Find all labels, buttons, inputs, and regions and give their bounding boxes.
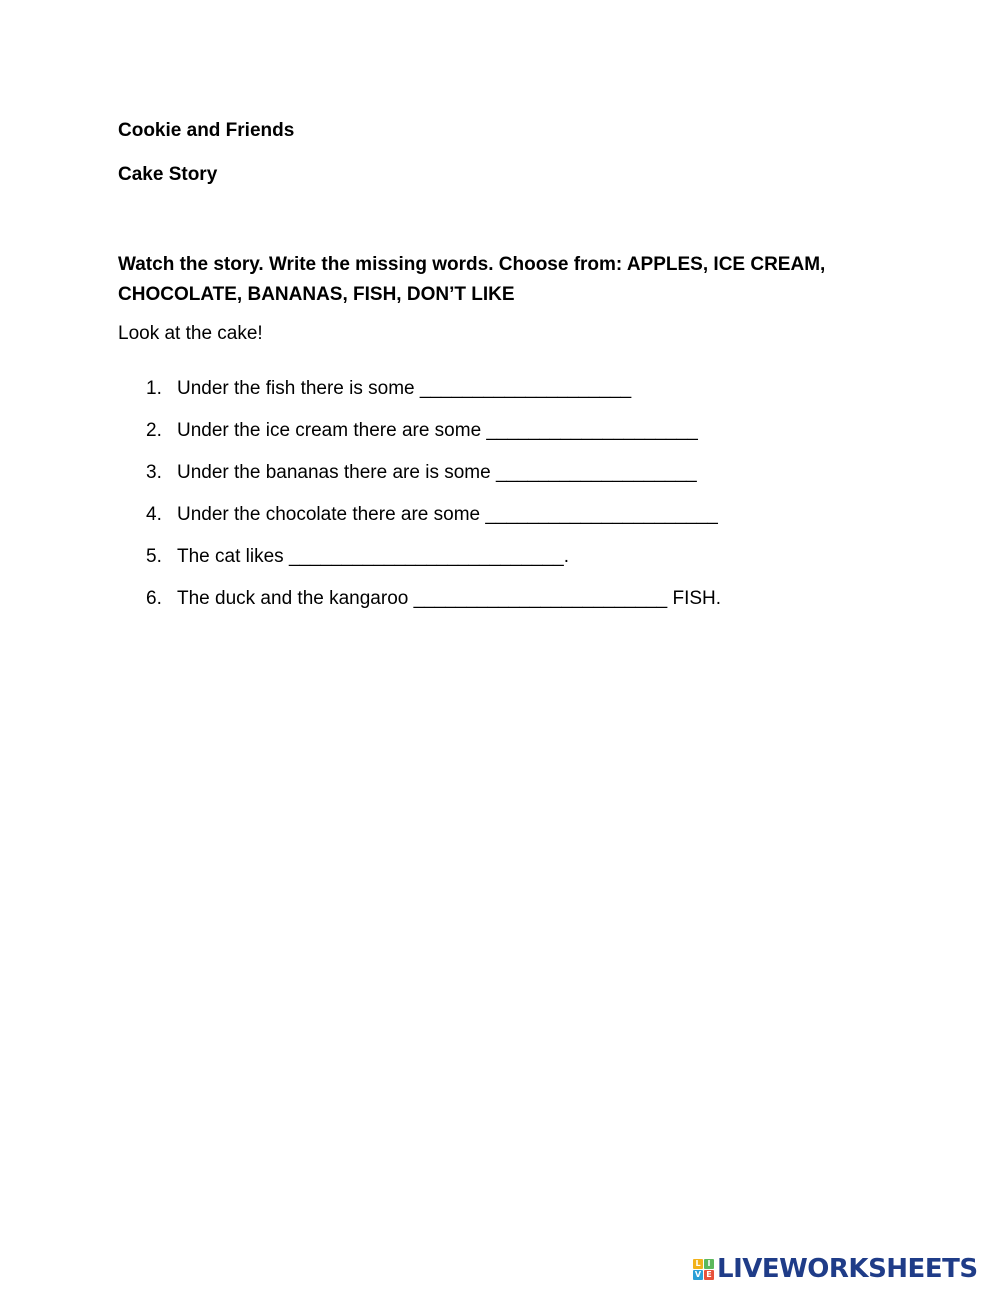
- liveworksheets-logo-icon: [693, 1259, 714, 1280]
- answer-blank[interactable]: ____________________: [486, 420, 698, 441]
- logo-mark-letter: L: [693, 1259, 703, 1269]
- question-prefix: Under the bananas there are is some: [177, 462, 496, 483]
- question-item: [146, 377, 721, 419]
- logo-mark-letter: E: [704, 1270, 714, 1280]
- question-prefix: The cat likes: [177, 546, 289, 567]
- liveworksheets-logo: [693, 1254, 978, 1284]
- question-suffix: .: [563, 546, 569, 567]
- question-item: [146, 587, 721, 629]
- answer-blank[interactable]: __________________________: [288, 546, 564, 567]
- question-number: 4.: [146, 504, 162, 525]
- answer-blank[interactable]: ___________________: [495, 462, 697, 483]
- logo-mark-letter: V: [694, 1269, 702, 1279]
- question-prefix: Under the chocolate there are some: [177, 504, 486, 525]
- question-prefix: The duck and the kangaroo: [177, 588, 414, 609]
- question-list: [146, 377, 721, 629]
- question-item: [146, 503, 721, 545]
- question-number: 3.: [146, 462, 162, 483]
- worksheet-title: Cookie and Friends: [118, 120, 295, 141]
- logo-mark-letter: I: [704, 1259, 714, 1269]
- question-number: 2.: [146, 420, 162, 441]
- question-suffix: FISH.: [667, 588, 722, 609]
- question-item: [146, 461, 721, 503]
- answer-blank[interactable]: ____________________: [419, 378, 632, 399]
- question-item: [146, 419, 721, 461]
- worksheet-subtitle: Cake Story: [118, 164, 218, 185]
- question-number: 5.: [146, 546, 162, 567]
- question-item: [146, 545, 721, 587]
- question-number: 1.: [146, 378, 162, 399]
- answer-blank[interactable]: ______________________: [485, 504, 718, 525]
- logo-text: LIVEWORKSHEETS: [717, 1254, 978, 1284]
- instructions: Watch the story. Write the missing words. Choose from: APPLES, ICE CREAM, CHOCOLATE, BANANAS, FISH, DON’T LIKE: [118, 254, 826, 305]
- question-prefix: Under the ice cream there are some: [177, 420, 487, 441]
- intro-text: Look at the cake!: [118, 323, 263, 344]
- question-prefix: Under the fish there is some: [177, 378, 420, 399]
- answer-blank[interactable]: ________________________: [413, 588, 668, 609]
- question-number: 6.: [146, 588, 162, 609]
